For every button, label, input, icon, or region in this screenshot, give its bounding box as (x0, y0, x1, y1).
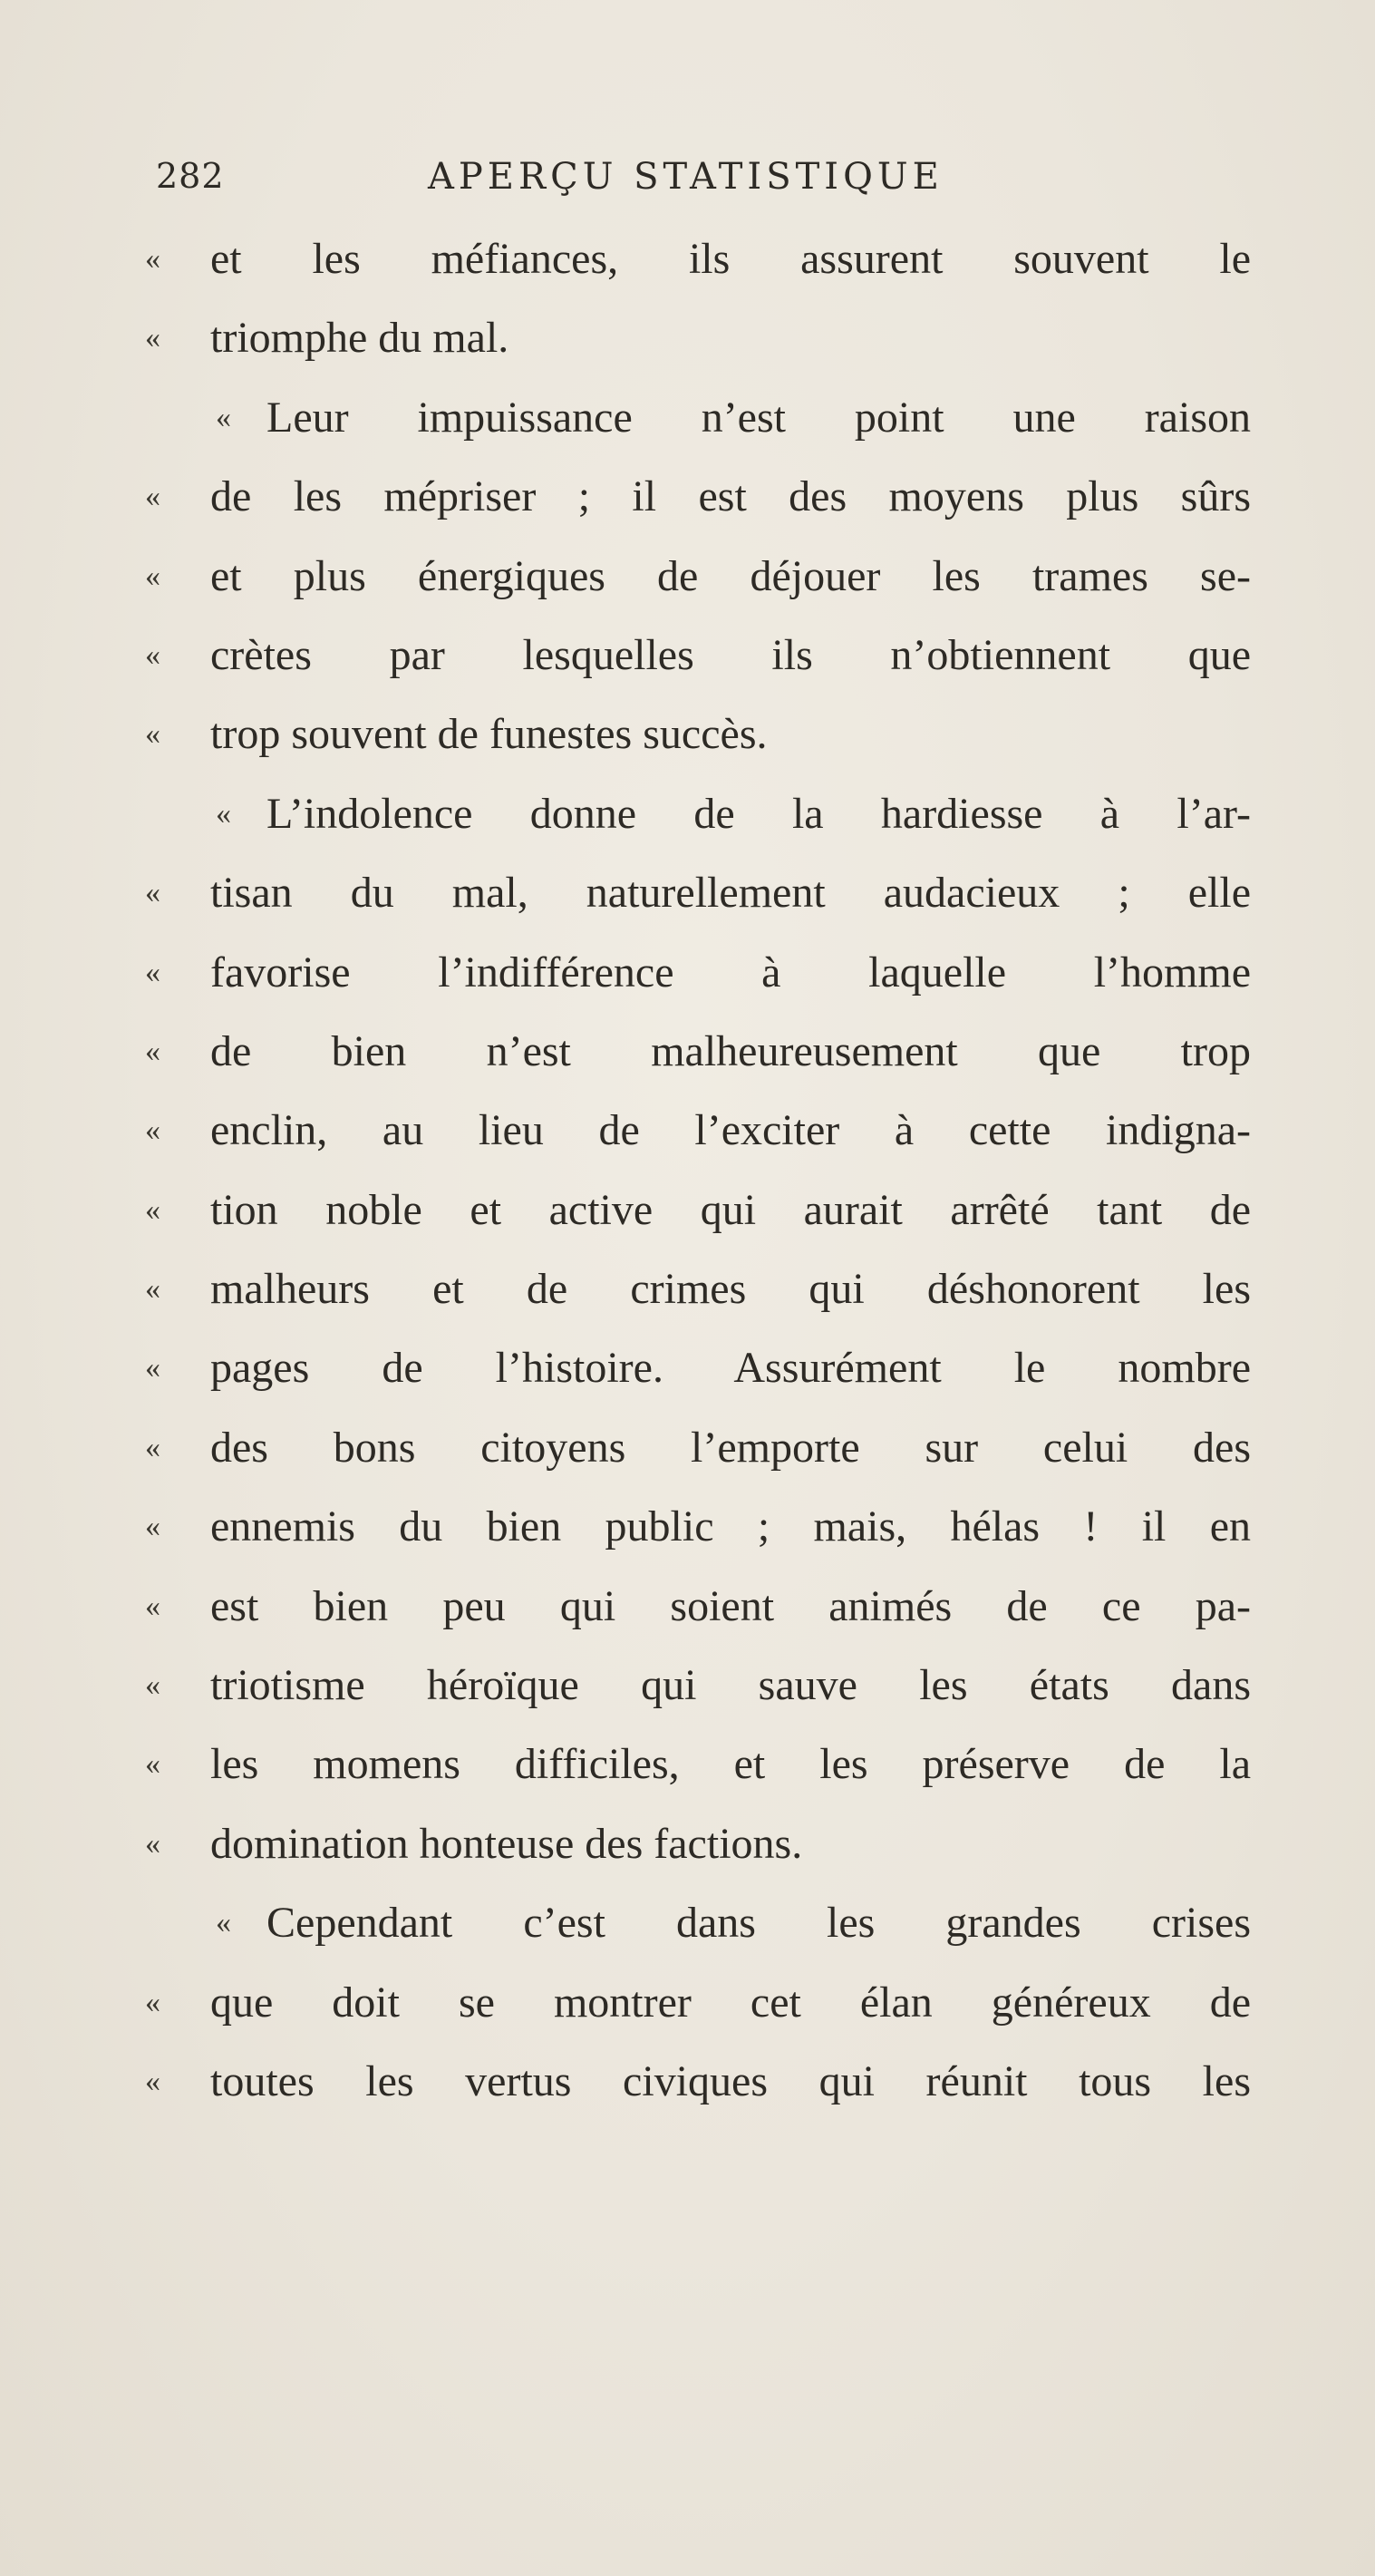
text-line (145, 1091, 1251, 1170)
line-text: enclin, au lieu de l’exciter à cette indigna- (210, 1106, 1251, 1155)
text-line (145, 1328, 1251, 1407)
line-text: de les mépriser ; il est des moyens plus sûrs (210, 472, 1251, 521)
line-text: pages de l’histoire. Assurément le nombre (210, 1344, 1251, 1393)
line-text: des bons citoyens l’emporte sur celui des (210, 1423, 1251, 1472)
line-text: malheurs et de crimes qui déshonorent les (210, 1265, 1251, 1314)
quote-mark: « (145, 637, 160, 672)
quote-mark: « (145, 1430, 160, 1464)
line-text: triomphe du mal. (210, 314, 509, 363)
quote-mark: « (145, 1589, 160, 1623)
line-text: tisan du mal, naturellement audacieux ; elle (210, 869, 1251, 918)
line-text: domination honteuse des factions. (210, 1819, 803, 1868)
text-line (145, 1963, 1251, 2042)
text-line (145, 1171, 1251, 1249)
quote-mark: « (145, 1747, 160, 1782)
line-text: triotisme héroïque qui sauve les états dans (210, 1661, 1251, 1710)
quote-mark: « (145, 1351, 160, 1385)
text-line (145, 1408, 1251, 1487)
line-text: ennemis du bien public ; mais, hélas ! il en (210, 1502, 1251, 1551)
quote-mark: « (145, 1985, 160, 2019)
quote-mark: « (145, 1510, 160, 1544)
page-number: 282 (156, 156, 225, 196)
quote-mark: « (145, 1034, 160, 1068)
quote-mark: « (145, 1668, 160, 1703)
line-text: trop souvent de funestes succès. (210, 710, 768, 759)
running-head: APERÇU STATISTIQUE (428, 156, 944, 198)
quote-mark: « (145, 1192, 160, 1227)
line-text: et plus énergiques de déjouer les trames se- (210, 551, 1251, 600)
quote-mark: « (145, 480, 160, 514)
text-line (145, 695, 1251, 773)
page-header (156, 156, 979, 201)
text-line (145, 1567, 1251, 1646)
quote-mark: « (216, 796, 231, 831)
line-text: est bien peu qui soient animés de ce pa- (210, 1581, 1251, 1630)
quote-mark: « (145, 559, 160, 593)
line-text: de bien n’est malheureusement que trop (210, 1026, 1251, 1075)
text-line (145, 298, 1251, 377)
text-line (145, 457, 1251, 536)
line-text: les momens difficiles, et les préserve de la (210, 1740, 1251, 1789)
quote-mark: « (216, 400, 231, 434)
line-text: tion noble et active qui aurait arrêté tant de (210, 1185, 1251, 1234)
text-line (145, 1883, 1251, 1962)
text-line (145, 774, 1251, 853)
text-line (145, 378, 1251, 457)
text-line (145, 1487, 1251, 1566)
quote-mark: « (145, 321, 160, 355)
quote-mark: « (145, 717, 160, 752)
line-text: et les méfiances, ils assurent souvent le (210, 235, 1251, 283)
line-text: Cependant c’est dans les grandes crises (266, 1899, 1251, 1948)
text-line (145, 537, 1251, 616)
line-text: que doit se montrer cet élan généreux de (210, 1978, 1251, 2027)
text-line (145, 616, 1251, 695)
quote-mark: « (145, 1272, 160, 1307)
text-line (145, 853, 1251, 932)
text-line (145, 1249, 1251, 1328)
text-line (145, 2042, 1251, 2121)
line-text: Leur impuissance n’est point une raison (266, 393, 1251, 442)
line-text: toutes les vertus civiques qui réunit tous les (210, 2056, 1251, 2105)
quote-mark: « (145, 955, 160, 989)
quote-mark: « (145, 242, 160, 276)
body-text (145, 219, 1251, 2121)
line-text: favorise l’indifférence à laquelle l’homme (210, 948, 1251, 996)
quote-mark: « (145, 876, 160, 910)
line-text: crètes par lesquelles ils n’obtiennent que (210, 630, 1251, 679)
quote-mark: « (145, 1113, 160, 1148)
text-line (145, 1646, 1251, 1725)
text-line (145, 933, 1251, 1012)
quote-mark: « (145, 2064, 160, 2098)
text-line (145, 219, 1251, 298)
text-line (145, 1012, 1251, 1091)
text-line (145, 1804, 1251, 1883)
line-text: L’indolence donne de la hardiesse à l’ar- (266, 789, 1251, 838)
quote-mark: « (145, 1826, 160, 1861)
text-line (145, 1725, 1251, 1803)
quote-mark: « (216, 1906, 231, 1940)
